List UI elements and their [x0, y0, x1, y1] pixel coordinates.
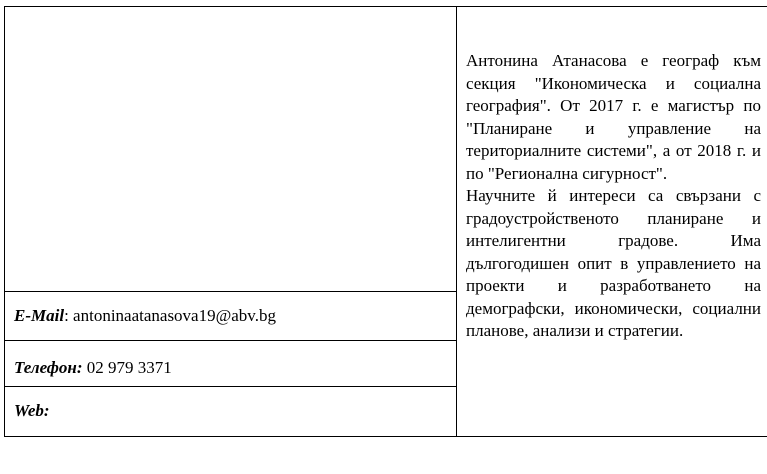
row-divider-phone — [4, 340, 456, 341]
web-label: Web: — [14, 401, 50, 420]
phone-label: Телефон: — [14, 358, 83, 377]
bio-paragraph-2: Научните й интереси са свързани с градоустройственото планиране и интелигентни градове. Има дългогодишен опит в управлението на проекти и разработването на демографски, икономически, социални планове, анализи и стратегии. — [466, 186, 761, 340]
bio-cell — [466, 50, 761, 343]
email-value[interactable]: antoninaatanasova19@abv.bg — [68, 306, 276, 325]
phone-row — [14, 358, 172, 378]
email-separator: : — [64, 306, 69, 325]
phone-value: 02 979 3371 — [82, 358, 172, 377]
web-row — [14, 401, 50, 421]
row-divider-web — [4, 386, 456, 387]
bio-paragraph-1: Антонина Атанасова е географ към секция "Икономическа и социална география". От 2017 г. е магистър по "Планиране и управление на териториалните системи", а от 2018 г. и по "Регионална сигурност". — [466, 51, 761, 183]
column-divider — [456, 6, 457, 437]
row-divider-email — [4, 291, 456, 292]
email-row — [14, 306, 276, 326]
email-label: E-Mail — [14, 306, 65, 325]
photo-cell — [5, 7, 455, 290]
